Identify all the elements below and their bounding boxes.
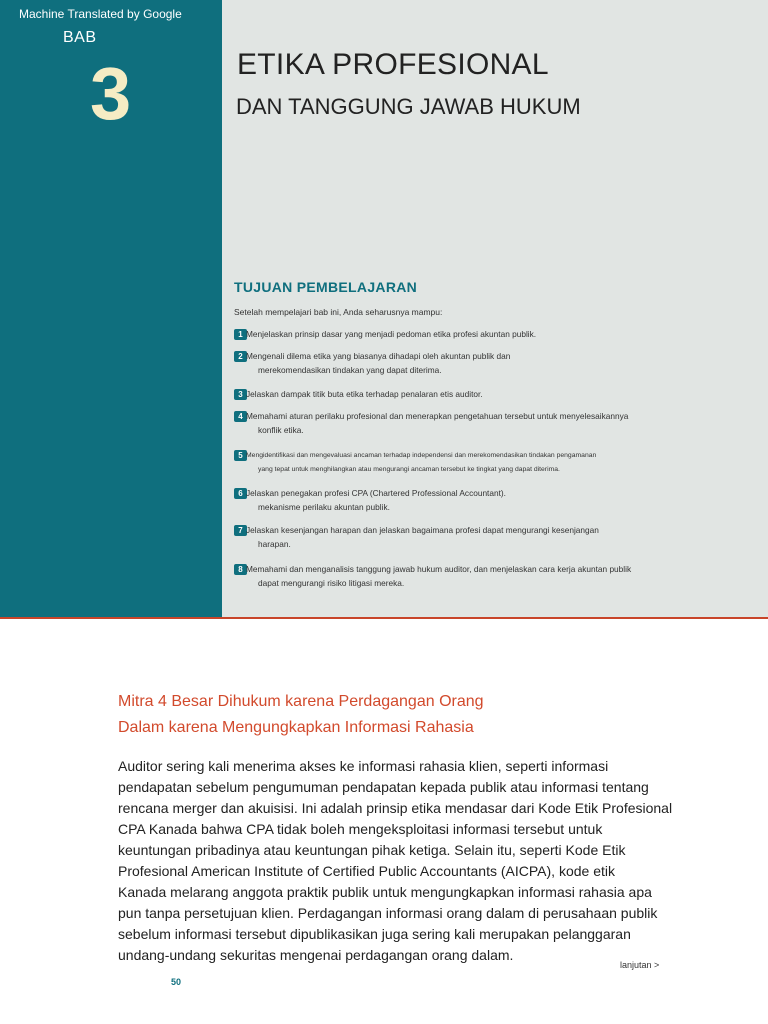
continued-link[interactable]: lanjutan > bbox=[620, 960, 660, 970]
objective-text: Memahami aturan perilaku profesional dan menerapkan pengetahuan tersebut untuk menyelesaikannya bbox=[246, 411, 629, 421]
objective-number-badge: 5 bbox=[234, 450, 247, 461]
objective-text: Mengenali dilema etika yang biasanya dihadapi oleh akuntan publik dan bbox=[246, 351, 511, 361]
body-text-line: keuntungan pribadinya atau keuntungan pihak ketiga. Selain itu, seperti Kode Etik bbox=[118, 842, 626, 858]
learning-objectives-intro: Setelah mempelajari bab ini, Anda seharusnya mampu: bbox=[234, 307, 443, 317]
article-title-line: Mitra 4 Besar Dihukum karena Perdagangan Orang bbox=[118, 693, 484, 710]
objective-number-badge: 4 bbox=[234, 411, 247, 422]
article-title-line: Dalam karena Mengungkapkan Informasi Rahasia bbox=[118, 719, 474, 736]
objective-text: Menjelaskan prinsip dasar yang menjadi pedoman etika profesi akuntan publik. bbox=[246, 329, 537, 339]
objective-text-continued: konflik etika. bbox=[258, 425, 304, 435]
chapter-label: BAB bbox=[63, 29, 97, 46]
objective-text-continued: mekanisme perilaku akuntan publik. bbox=[258, 502, 390, 512]
body-text-line: undang-undang sekuritas mengenai perdagangan orang dalam. bbox=[118, 947, 514, 963]
section-divider bbox=[0, 617, 768, 619]
objective-text: Mengidentifikasi dan mengevaluasi ancaman terhadap independensi dan merekomendasikan tindakan pengamanan bbox=[246, 452, 597, 459]
objective-number-badge: 6 bbox=[234, 488, 247, 499]
learning-objectives-heading: TUJUAN PEMBELAJARAN bbox=[234, 279, 418, 295]
objective-text: Jelaskan kesenjangan harapan dan jelaskan bagaimana profesi dapat mengurangi kesenjangan bbox=[246, 525, 599, 535]
objective-number-badge: 1 bbox=[234, 329, 247, 340]
objective-text-continued: merekomendasikan tindakan yang dapat diterima. bbox=[258, 365, 442, 375]
chapter-number: 3 bbox=[90, 52, 132, 135]
body-text-line: pun tanpa persetujuan klien. Perdagangan informasi orang dalam di perusahaan publik bbox=[118, 905, 658, 921]
objective-number-badge: 3 bbox=[234, 389, 247, 400]
body-text-line: CPA Kanada bahwa CPA tidak boleh mengeksploitasi informasi tersebut untuk bbox=[118, 821, 603, 837]
objective-number-badge: 7 bbox=[234, 525, 247, 536]
article-body bbox=[118, 756, 698, 966]
body-text-line: rencana merger dan akuisisi. Ini adalah prinsip etika mendasar dari Kode Etik Profesional bbox=[118, 800, 673, 816]
objective-text-continued: harapan. bbox=[258, 539, 291, 549]
objective-text-continued: yang tepat untuk menghilangkan atau mengurangi ancaman tersebut ke tingkat yang dapat diterima. bbox=[258, 466, 560, 473]
chapter-subtitle: DAN TANGGUNG JAWAB HUKUM bbox=[236, 94, 581, 119]
objective-text: Memahami dan menganalisis tanggung jawab hukum auditor, dan menjelaskan cara kerja akuntan publik bbox=[246, 564, 632, 574]
chapter-title: ETIKA PROFESIONAL bbox=[237, 48, 549, 81]
objective-text: Jelaskan penegakan profesi CPA (Chartered Professional Accountant). bbox=[246, 488, 506, 498]
objective-text-continued: dapat mengurangi risiko litigasi mereka. bbox=[258, 578, 405, 588]
body-text-line: Auditor sering kali menerima akses ke informasi rahasia klien, seperti informasi bbox=[118, 758, 609, 774]
body-text-line: sebelum informasi tersebut dipublikasikan juga sering kali merupakan pelanggaran bbox=[118, 926, 631, 942]
objective-number-badge: 8 bbox=[234, 564, 247, 575]
body-text-line: Profesional American Institute of Certified Public Accountants (AICPA), kode etik bbox=[118, 863, 615, 879]
page-number: 50 bbox=[171, 977, 182, 987]
body-text-line: Kanada melarang anggota praktik publik untuk mengungkapkan informasi rahasia apa bbox=[118, 884, 652, 900]
body-text-line: pendapatan sebelum pengumuman pendapatan kepada publik atau informasi tentang bbox=[118, 779, 649, 795]
objective-number-badge: 2 bbox=[234, 351, 247, 362]
machine-translated-label: Machine Translated by Google bbox=[19, 7, 182, 21]
objective-text: Jelaskan dampak titik buta etika terhadap penalaran etis auditor. bbox=[246, 389, 483, 399]
